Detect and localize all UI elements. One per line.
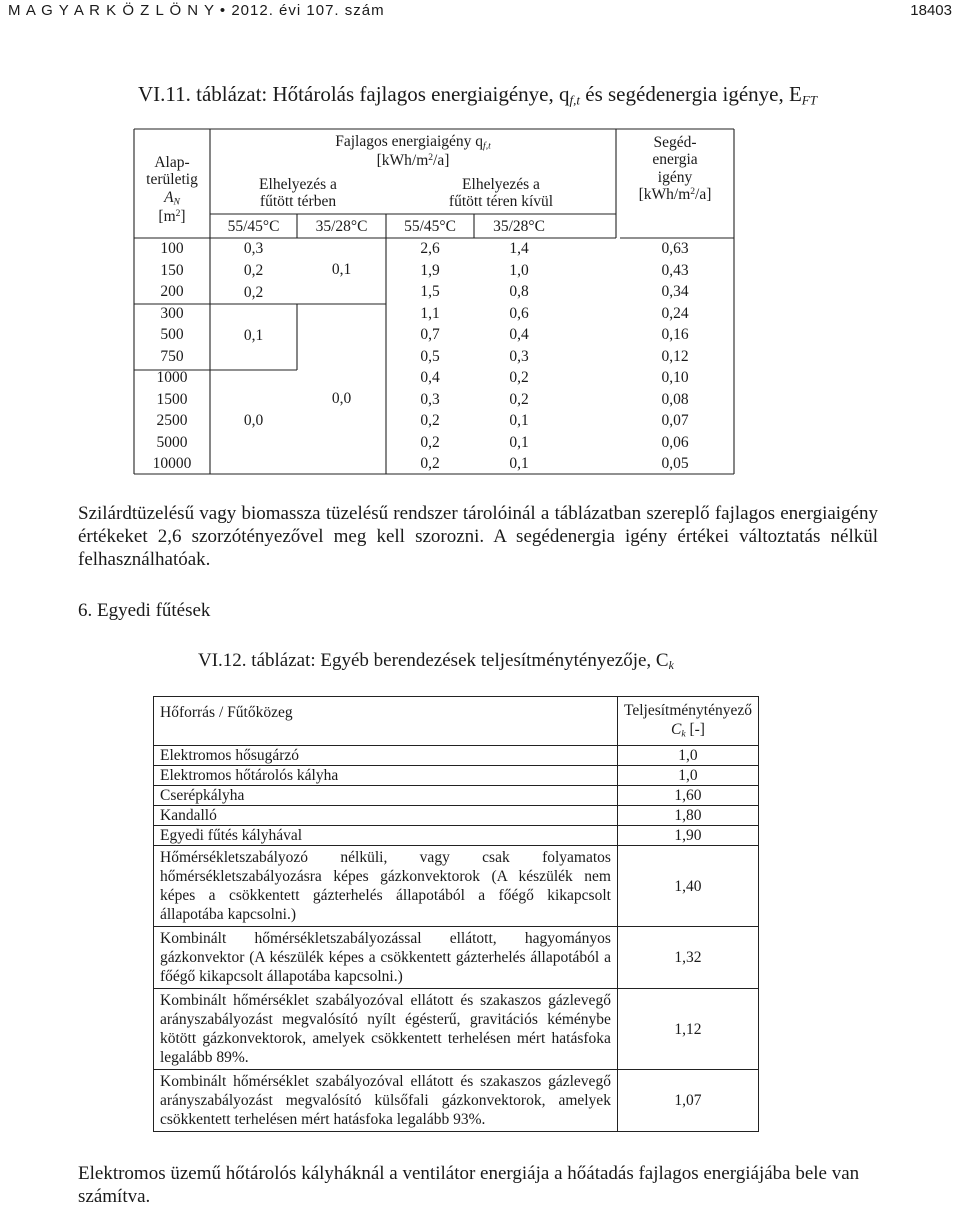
table2-header-row: [154, 697, 759, 746]
t1-cell-area: 2500: [156, 412, 188, 429]
t2-cell-source: Elektromos hőtárolós kályha: [154, 766, 618, 786]
t1-cell-out55: 1,9: [420, 261, 440, 279]
t1-cell-out55: 0,3: [420, 390, 440, 408]
section-heading: 6. Egyedi fűtések: [78, 600, 211, 621]
t1-cell-out35: 0,3: [509, 347, 529, 365]
t2-cell-factor: 1,32: [617, 927, 758, 989]
t2-cell-factor: 1,07: [617, 1070, 758, 1132]
table2-title: VI.12. táblázat: Egyéb berendezések teljesítménytényezője, $C_k$: [198, 650, 674, 672]
page-number: 18403: [910, 2, 952, 19]
t1-cell-out35: 0,2: [509, 369, 529, 386]
t1-head-outside: Elhelyezés a fűtött téren kívül: [448, 176, 554, 211]
table1-title: VI.11. táblázat: Hőtárolás fajlagos energiaigénye, $q_{f,t}$ és segédenergia igénye, $E_{FT}$: [138, 82, 817, 108]
table-row: [154, 846, 759, 927]
t1-cell-in55-merged: 0,1: [243, 327, 264, 344]
table-row: [154, 786, 759, 806]
t1-cell-out55: 1,1: [420, 304, 440, 322]
t1-head-temp: 55/45°C: [227, 218, 280, 235]
t2-cell-factor: 1,90: [617, 826, 758, 846]
t1-cell-aux: 0,10: [661, 369, 689, 386]
t2-head-factor: Teljesítménytényező $C_k$ [-]: [617, 697, 758, 746]
t1-cell-out35: 0,1: [509, 412, 529, 429]
t1-head-auxiliary: Segéd- energia igény $[kWh/m^2/a]$: [638, 134, 712, 204]
t1-cell-out55: 0,5: [420, 347, 440, 365]
t1-cell-area: 5000: [156, 433, 188, 451]
t1-cell-aux: 0,34: [661, 283, 689, 300]
t1-cell-area: 300: [160, 304, 184, 322]
table-row: [154, 989, 759, 1070]
t1-cell-in55: 0,3: [243, 240, 264, 257]
t1-cell-area: 1000: [156, 369, 188, 386]
t1-cell-in35-merged: 0,0: [331, 390, 352, 407]
t1-cell-out35: 0,2: [509, 390, 529, 408]
t2-cell-factor: 1,0: [617, 766, 758, 786]
t1-cell-out35: 0,4: [509, 326, 529, 343]
table-row: [154, 1070, 759, 1132]
t2-cell-source: Elektromos hősugárzó: [154, 746, 618, 766]
closing-paragraph: Elektromos üzemű hőtárolós kályháknál a ventilátor energiája a hőátadás fajlagos energiájába bele van számítva.: [78, 1163, 860, 1207]
t1-cell-out55: 0,2: [420, 412, 440, 429]
t2-cell-factor: 1,80: [617, 806, 758, 826]
t1-cell-aux: 0,07: [661, 412, 689, 429]
t2-cell-source: Kombinált hőmérsékletszabályozással ellátott, hagyományos gázkonvektor (A készülék képes a csökkentett gázterhelés állapotából a főégő kikapcsolt állapotába kapcsolni.): [154, 927, 618, 989]
t1-head-temp: 55/45°C: [404, 218, 456, 235]
t1-cell-out55: 2,6: [420, 240, 440, 257]
t1-cell-out35: 1,4: [509, 240, 529, 257]
t1-cell-out35: 1,0: [509, 261, 529, 279]
t1-cell-out35: 0,1: [509, 433, 529, 451]
t1-cell-aux: 0,06: [661, 433, 689, 451]
t1-cell-aux: 0,43: [661, 261, 689, 279]
t1-cell-area: 750: [160, 347, 184, 365]
t1-head-temp: 35/28°C: [315, 218, 368, 235]
t2-cell-source: Hőmérsékletszabályozó nélküli, vagy csak folyamatos hőmérsékletszabályozásra képes gázkonvektorok (A készülék nem képes a csökkentett gázterhelés állapotából a főégő kikapcsolt állapotába kapcsolni.): [154, 846, 618, 927]
t1-head-inside: Elhelyezés a fűtött térben: [259, 176, 337, 211]
t2-cell-factor: 1,40: [617, 846, 758, 927]
t1-cell-out35: 0,1: [509, 455, 529, 472]
t2-cell-source: Cserépkályha: [154, 786, 618, 806]
t1-cell-out55: 1,5: [420, 283, 440, 300]
t1-cell-area: 500: [160, 326, 184, 343]
table-row: [154, 746, 759, 766]
t1-cell-in55: 0,2: [243, 262, 264, 279]
t1-cell-aux: 0,05: [661, 455, 689, 472]
t1-cell-area: 10000: [152, 455, 192, 472]
t1-head-specific-energy: Fajlagos energiaigény $q_{f,t}$ $[kWh/m^2/a]$: [335, 133, 491, 170]
t2-head-source: Hőforrás / Fűtőközeg: [154, 697, 618, 746]
t1-cell-out55: 0,7: [420, 326, 440, 343]
t1-cell-in35-merged: 0,1: [331, 261, 352, 278]
t1-cell-out55: 0,4: [420, 369, 440, 386]
table2: [153, 696, 759, 1132]
gazette-header: M A G Y A R K Ö Z L Ö N Y • 2012. évi 107. szám: [8, 2, 385, 19]
t1-cell-area: 150: [160, 261, 184, 279]
t2-cell-source: Kandalló: [154, 806, 618, 826]
t1-cell-aux: 0,16: [661, 326, 689, 343]
t1-cell-aux: 0,08: [661, 390, 689, 408]
table-row: [154, 826, 759, 846]
note-paragraph: Szilárdtüzelésű vagy biomassza tüzelésű rendszer tárolóinál a táblázatban szereplő fajlagos energiaigény értékeket 2,6 szorzótényezővel meg kell szorozni. A segédenergia igény értékei változtatás nélkül felhasználhatóak.: [78, 503, 878, 570]
t1-cell-area: 1500: [156, 390, 188, 408]
t2-cell-source: Kombinált hőmérséklet szabályozóval ellátott és szakaszos gázlevegő arányszabályozást megvalósító nyílt égésterű, gravitációs kéménybe kötött gázkonvektorok, amelyek csökkentett terhelésen mért hatásfoka legalább 89%.: [154, 989, 618, 1070]
table-row: [154, 766, 759, 786]
table-row: [154, 927, 759, 989]
t1-cell-area: 100: [160, 240, 184, 257]
t1-cell-area: 200: [160, 283, 184, 300]
t1-cell-in55: 0,2: [243, 284, 264, 301]
t1-cell-aux: 0,12: [661, 347, 689, 365]
t2-cell-factor: 1,12: [617, 989, 758, 1070]
t1-cell-in55-merged: 0,0: [243, 412, 264, 429]
t2-cell-factor: 1,0: [617, 746, 758, 766]
t1-cell-out35: 0,6: [509, 304, 529, 322]
t1-cell-aux: 0,24: [661, 304, 689, 322]
t1-cell-aux: 0,63: [661, 240, 689, 257]
table-row: [154, 806, 759, 826]
t2-cell-factor: 1,60: [617, 786, 758, 806]
t2-cell-source: Kombinált hőmérséklet szabályozóval ellátott és szakaszos gázlevegő arányszabályozást megvalósító külsőfali gázkonvektorok, amelyek csökkentett terhelésen mért hatásfoka legalább 93%.: [154, 1070, 618, 1132]
t1-cell-out35: 0,8: [509, 283, 529, 300]
t2-cell-source: Egyedi fűtés kályhával: [154, 826, 618, 846]
t1-head-temp: 35/28°C: [493, 218, 545, 235]
t1-cell-out55: 0,2: [420, 433, 440, 451]
t1-head-area: Alap- területig $A_N$ $[m^2]$: [146, 154, 198, 225]
t1-cell-out55: 0,2: [420, 455, 440, 472]
